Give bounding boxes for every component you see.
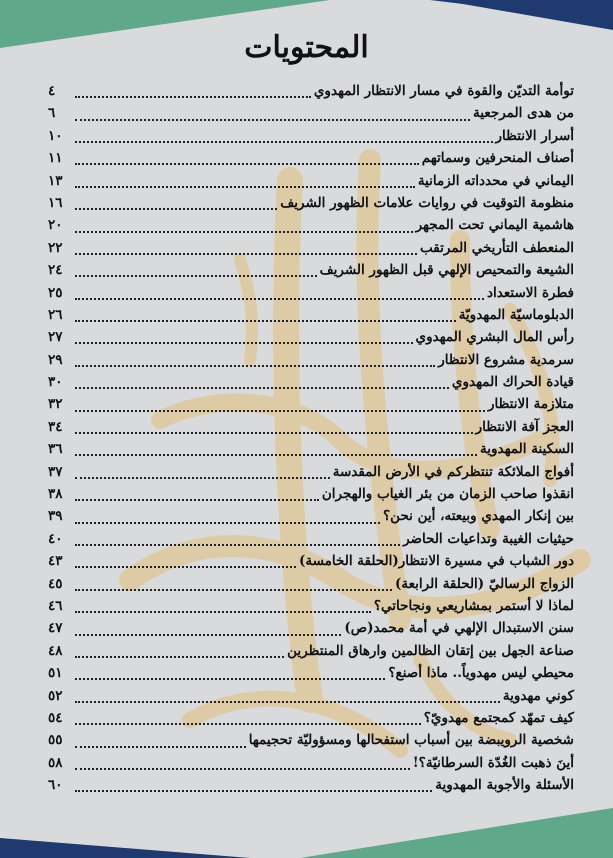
dot-leader: [75, 320, 456, 322]
toc-entry: [48, 307, 574, 329]
toc-entry-page-number: ٢٧: [48, 329, 63, 346]
toc-entry-page-number: ٣٤: [48, 418, 63, 435]
toc-entry: [48, 620, 574, 642]
dot-leader: [75, 611, 371, 613]
toc-entry-page-number: ٣٧: [48, 463, 63, 480]
dot-leader: [75, 544, 400, 546]
toc-entry: [48, 173, 574, 195]
dot-leader: [75, 790, 432, 792]
toc-entry-page-number: ٢٠: [48, 217, 63, 234]
toc-entry: [48, 285, 574, 307]
dot-leader: [75, 141, 493, 143]
toc-entry-title: لماذا لا أستمر بمشاريعي ونجاحاتي؟: [373, 597, 574, 614]
toc-entry-page-number: ٥٢: [48, 687, 63, 704]
toc-entry-title: اليماني في محدداته الزمانية: [417, 172, 574, 189]
dot-leader: [75, 454, 477, 456]
toc-entry-page-number: ٣٦: [48, 441, 63, 458]
toc-entry-title: أسرار الانتظار: [495, 127, 574, 144]
top-right-navy: [440, 0, 613, 30]
toc-entry-page-number: ٣٨: [48, 486, 63, 503]
dot-leader: [75, 186, 415, 188]
bottom-navy-band: [0, 838, 250, 858]
toc-entry: [48, 83, 574, 105]
toc-entry: [48, 710, 574, 732]
toc-entry: [48, 688, 574, 710]
toc-entry-title: الأسئلة والأجوبة المهدوية: [435, 777, 574, 794]
toc-entry-page-number: ٣٠: [48, 374, 63, 391]
dot-leader: [75, 275, 317, 277]
toc-entry-title: العجز آفة الانتظار: [475, 418, 574, 435]
toc-entry: [48, 665, 574, 687]
page-title: المحتويات: [244, 30, 369, 65]
toc-entry-page-number: ٦٠: [48, 777, 63, 794]
dot-leader: [75, 298, 484, 300]
toc-entry-page-number: ١٠: [48, 127, 63, 144]
dot-leader: [75, 342, 413, 344]
toc-entry-page-number: ١٣: [48, 172, 63, 189]
toc-entry-page-number: ٤٣: [48, 553, 63, 570]
toc-entry: [48, 486, 574, 508]
toc-entry: [48, 262, 574, 284]
toc-entry-title: الزواج الرساليّ (الحلقة الرابعة): [395, 575, 574, 592]
dot-leader: [75, 253, 417, 255]
toc-entry-title: السكينة المهدوية: [480, 441, 574, 458]
dot-leader: [75, 410, 485, 412]
toc-entry-page-number: ٤٦: [48, 597, 63, 614]
toc-entry-title: كوني مهدوية: [502, 687, 574, 704]
dot-leader: [75, 499, 319, 501]
toc-entry-title: سرمدية مشروع الانتظار: [438, 351, 574, 368]
table-of-contents: [48, 83, 574, 800]
toc-entry-title: الشيعة والتمحيص الإلهي قبل الظهور الشريف: [319, 262, 574, 279]
dot-leader: [75, 746, 246, 748]
toc-entry-page-number: ٤٠: [48, 530, 63, 547]
dot-leader: [75, 701, 500, 703]
dot-leader: [75, 432, 473, 434]
toc-entry-title: شخصية الرويبضة بين أسباب استفحالها ومسؤوليّة تحجيمها: [248, 732, 574, 749]
toc-entry-title: محيطي ليس مهدوياً.. ماذا أصنع؟: [388, 665, 574, 682]
toc-entry: [48, 195, 574, 217]
toc-entry-title: متلازمة الانتظار: [487, 396, 574, 413]
toc-entry: [48, 643, 574, 665]
toc-entry: [48, 352, 574, 374]
dot-leader: [75, 365, 435, 367]
dot-leader: [75, 208, 277, 210]
toc-entry-title: هاشمية اليماني تحت المجهر: [415, 217, 574, 234]
toc-entry: [48, 396, 574, 418]
toc-entry-page-number: ٤: [48, 83, 56, 99]
toc-entry: [48, 217, 574, 239]
toc-entry-page-number: ٥٤: [48, 709, 63, 726]
toc-entry-title: حيثيات الغيبة وتداعيات الحاضر: [403, 530, 574, 547]
toc-entry-title: قيادة الحراك المهدوي: [451, 374, 574, 391]
dot-leader: [75, 163, 419, 165]
toc-entry-title: رأس المال البشري المهدوي: [415, 329, 574, 346]
toc-entry-title: أصناف المنحرفين وسماتهم: [421, 150, 574, 167]
toc-entry-page-number: ٤٥: [48, 575, 63, 592]
toc-entry-title: منظومة التوقيت في روايات علامات الظهور الشريف: [280, 194, 574, 211]
toc-entry-title: سنن الاستبدال الإلهي في أمة محمد(ص): [344, 620, 574, 637]
toc-entry-page-number: ٤٧: [48, 620, 63, 637]
toc-entry-title: من هدى المرجعية: [473, 105, 574, 122]
toc-entry-title: المنعطف التأريخي المرتقب: [420, 239, 574, 256]
toc-entry-title: بين إنكار المهدي وبيعته، أين نحن؟: [383, 508, 574, 525]
toc-entry: [48, 598, 574, 620]
dot-leader: [75, 634, 341, 636]
toc-entry-title: أينَ ذهبت الغُدّة السرطانيّة؟!: [412, 754, 574, 771]
toc-entry-title: توأمة التديّن والقوة في مسار الانتظار المهدوي: [313, 83, 574, 99]
dot-leader: [75, 96, 311, 98]
toc-entry: [48, 240, 574, 262]
dot-leader: [75, 477, 330, 479]
toc-entry-page-number: ٢٩: [48, 351, 63, 368]
toc-entry: [48, 464, 574, 486]
toc-entry-page-number: ٢٥: [48, 284, 63, 301]
dot-leader: [75, 522, 380, 524]
toc-entry-page-number: ٢٤: [48, 262, 63, 279]
toc-entry: [48, 419, 574, 441]
dot-leader: [75, 656, 284, 658]
toc-entry: [48, 732, 574, 754]
toc-entry: [48, 531, 574, 553]
toc-entry-title: انقذوا صاحب الزمان من بئر الغياب والهجران: [321, 486, 574, 503]
toc-entry-page-number: ١٦: [48, 194, 63, 211]
toc-entry-title: صناعة الجهل بين إتقان الظالمين وارهاق المنتظرين: [287, 642, 574, 659]
toc-entry: [48, 441, 574, 463]
toc-entry: [48, 755, 574, 777]
toc-entry: [48, 553, 574, 575]
toc-entry-page-number: ٥٥: [48, 732, 63, 749]
toc-entry-page-number: ٣٢: [48, 396, 63, 413]
dot-leader: [75, 119, 470, 121]
toc-entry: [48, 374, 574, 396]
dot-leader: [75, 589, 392, 591]
toc-entry: [48, 128, 574, 150]
dot-leader: [75, 723, 421, 725]
toc-entry-title: أفواج الملائكة تنتظركم في الأرض المقدسة: [332, 463, 574, 480]
toc-entry: [48, 329, 574, 351]
toc-entry-page-number: ٦: [48, 105, 56, 122]
toc-entry: [48, 777, 574, 799]
toc-entry-page-number: ١١: [48, 150, 63, 167]
toc-entry-page-number: ٢٢: [48, 239, 63, 256]
toc-entry-title: فطرة الاستعداد: [487, 284, 574, 301]
toc-entry-page-number: ٢٦: [48, 306, 63, 323]
toc-entry-page-number: ٣٩: [48, 508, 63, 525]
toc-entry: [48, 105, 574, 127]
toc-entry-title: الدبلوماسيّة المهدويّة: [458, 306, 574, 323]
toc-entry-title: دور الشباب في مسيرة الانتظار(الحلقة الخامسة): [298, 553, 574, 570]
dot-leader: [75, 678, 385, 680]
toc-entry-page-number: ٤٨: [48, 642, 63, 659]
dot-leader: [75, 566, 296, 568]
dot-leader: [75, 768, 410, 770]
toc-entry-title: كيف تمهّد كمجتمع مهدويّ؟: [423, 709, 574, 726]
toc-entry: [48, 150, 574, 172]
dot-leader: [75, 387, 449, 389]
toc-entry-page-number: ٥١: [48, 665, 63, 682]
toc-entry-page-number: ٥٨: [48, 754, 63, 771]
toc-entry: [48, 576, 574, 598]
toc-entry: [48, 508, 574, 530]
dot-leader: [75, 231, 413, 233]
